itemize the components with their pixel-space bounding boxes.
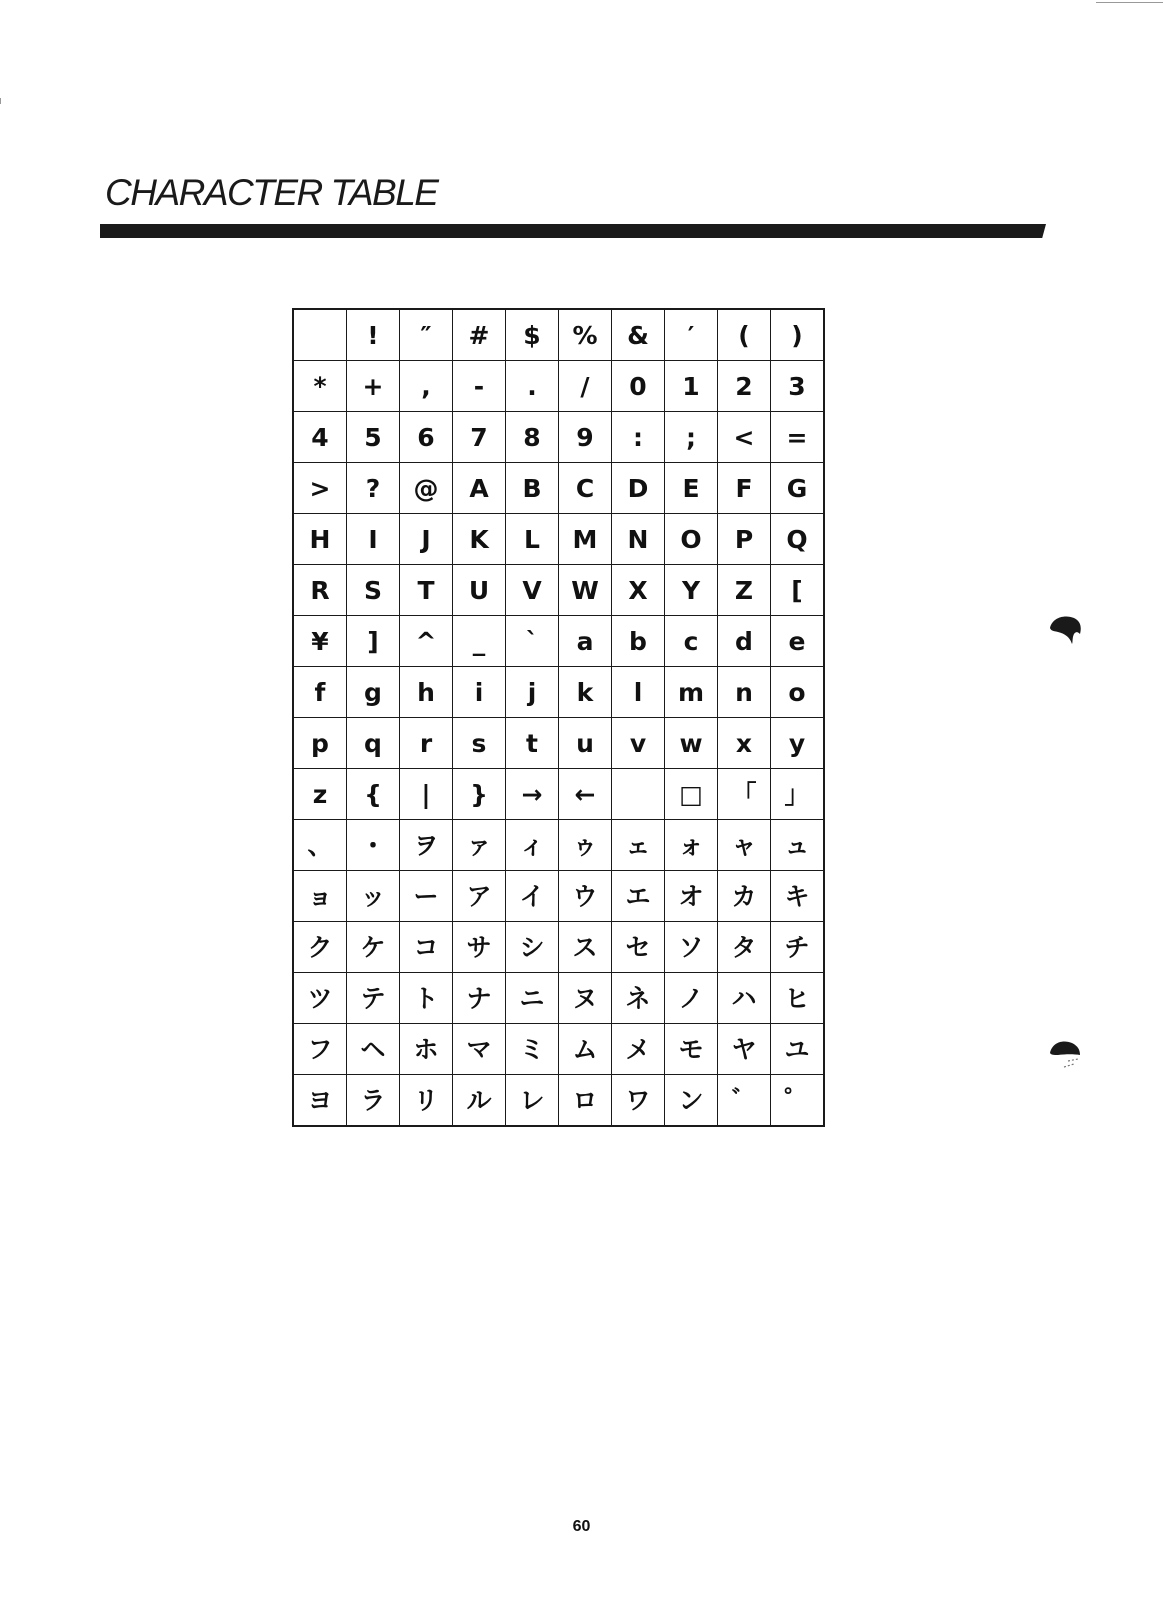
character-cell: i (453, 667, 506, 718)
character-cell: オ (665, 871, 718, 922)
character-cell: 7 (453, 412, 506, 463)
character-cell: 、 (293, 820, 347, 871)
character-table (292, 308, 825, 1127)
character-cell: N (612, 514, 665, 565)
character-cell: ャ (718, 820, 771, 871)
character-cell: ネ (612, 973, 665, 1024)
character-cell: k (559, 667, 612, 718)
character-cell: u (559, 718, 612, 769)
character-cell: W (559, 565, 612, 616)
table-row (293, 769, 824, 820)
character-cell: / (559, 361, 612, 412)
character-cell: } (453, 769, 506, 820)
character-cell: ク (293, 922, 347, 973)
table-row (293, 667, 824, 718)
character-cell: ェ (612, 820, 665, 871)
table-row (293, 514, 824, 565)
character-cell: I (347, 514, 400, 565)
character-cell: エ (612, 871, 665, 922)
character-cell: C (559, 463, 612, 514)
character-cell: O (665, 514, 718, 565)
character-cell: F (718, 463, 771, 514)
table-row (293, 820, 824, 871)
character-cell: V (506, 565, 559, 616)
character-cell: メ (612, 1024, 665, 1075)
character-cell: J (400, 514, 453, 565)
character-cell: サ (453, 922, 506, 973)
character-cell: j (506, 667, 559, 718)
character-cell: [ (771, 565, 825, 616)
character-table-body (293, 309, 824, 1126)
character-cell: n (718, 667, 771, 718)
character-cell: _ (453, 616, 506, 667)
character-cell: Z (718, 565, 771, 616)
character-cell: { (347, 769, 400, 820)
character-cell: モ (665, 1024, 718, 1075)
character-cell: & (612, 309, 665, 361)
binder-hole-mark-bottom (1046, 1033, 1086, 1073)
character-cell: B (506, 463, 559, 514)
character-cell: ヘ (347, 1024, 400, 1075)
character-cell: リ (400, 1075, 453, 1127)
character-cell: o (771, 667, 825, 718)
character-cell: 8 (506, 412, 559, 463)
character-cell: G (771, 463, 825, 514)
character-cell: ョ (293, 871, 347, 922)
character-cell: q (347, 718, 400, 769)
character-cell: コ (400, 922, 453, 973)
character-cell: 2 (718, 361, 771, 412)
character-cell: ー (400, 871, 453, 922)
character-cell: ; (665, 412, 718, 463)
character-cell: 1 (665, 361, 718, 412)
table-row (293, 616, 824, 667)
table-row (293, 1024, 824, 1075)
character-cell: % (559, 309, 612, 361)
character-cell: - (453, 361, 506, 412)
table-row (293, 361, 824, 412)
character-cell: g (347, 667, 400, 718)
character-cell: ニ (506, 973, 559, 1024)
character-cell: 0 (612, 361, 665, 412)
character-cell: ヨ (293, 1075, 347, 1127)
character-cell: ? (347, 463, 400, 514)
character-cell: y (771, 718, 825, 769)
character-cell: , (400, 361, 453, 412)
character-cell: 4 (293, 412, 347, 463)
character-cell: | (400, 769, 453, 820)
character-cell: ュ (771, 820, 825, 871)
character-cell: イ (506, 871, 559, 922)
binder-hole-mark-top (1046, 612, 1086, 648)
character-cell: M (559, 514, 612, 565)
character-cell: ス (559, 922, 612, 973)
character-cell: ン (665, 1075, 718, 1127)
character-cell: # (453, 309, 506, 361)
character-cell: ロ (559, 1075, 612, 1127)
character-cell: ^ (400, 616, 453, 667)
character-cell: ! (347, 309, 400, 361)
character-cell (293, 309, 347, 361)
character-cell: シ (506, 922, 559, 973)
character-cell: ィ (506, 820, 559, 871)
character-cell: K (453, 514, 506, 565)
character-cell: Y (665, 565, 718, 616)
character-cell (612, 769, 665, 820)
character-cell: E (665, 463, 718, 514)
character-cell: ″ (400, 309, 453, 361)
page-number: 60 (572, 1518, 591, 1535)
scan-speck (1096, 2, 1163, 3)
character-cell: 9 (559, 412, 612, 463)
table-row (293, 463, 824, 514)
character-cell: s (453, 718, 506, 769)
character-cell: v (612, 718, 665, 769)
character-cell: ヒ (771, 973, 825, 1024)
character-cell: ¥ (293, 616, 347, 667)
character-cell: ツ (293, 973, 347, 1024)
character-cell: @ (400, 463, 453, 514)
character-cell: テ (347, 973, 400, 1024)
character-cell: $ (506, 309, 559, 361)
character-cell: ) (771, 309, 825, 361)
character-cell: ゜ (771, 1075, 825, 1127)
character-cell: ラ (347, 1075, 400, 1127)
character-cell: ソ (665, 922, 718, 973)
character-cell: b (612, 616, 665, 667)
character-cell: ハ (718, 973, 771, 1024)
character-cell: ← (559, 769, 612, 820)
character-cell: t (506, 718, 559, 769)
character-cell: p (293, 718, 347, 769)
character-cell: ] (347, 616, 400, 667)
character-cell: ナ (453, 973, 506, 1024)
character-cell: 6 (400, 412, 453, 463)
scan-speck (0, 98, 1, 104)
character-cell: ホ (400, 1024, 453, 1075)
page-title: CHARACTER TABLE (105, 172, 438, 213)
character-cell: X (612, 565, 665, 616)
character-cell: ヲ (400, 820, 453, 871)
character-cell: 」 (771, 769, 825, 820)
character-cell: ゛ (718, 1075, 771, 1127)
table-row (293, 718, 824, 769)
character-cell: ウ (559, 871, 612, 922)
character-cell: 5 (347, 412, 400, 463)
character-cell: ヤ (718, 1024, 771, 1075)
table-row (293, 922, 824, 973)
character-cell: T (400, 565, 453, 616)
character-cell: d (718, 616, 771, 667)
character-cell: ユ (771, 1024, 825, 1075)
character-cell: ッ (347, 871, 400, 922)
character-cell: c (665, 616, 718, 667)
character-cell: ア (453, 871, 506, 922)
character-cell: h (400, 667, 453, 718)
table-row (293, 412, 824, 463)
title-rule (100, 224, 1046, 238)
character-cell: タ (718, 922, 771, 973)
character-cell: ` (506, 616, 559, 667)
character-cell: z (293, 769, 347, 820)
table-row (293, 871, 824, 922)
character-cell: L (506, 514, 559, 565)
character-cell: ル (453, 1075, 506, 1127)
character-cell: ケ (347, 922, 400, 973)
character-cell: カ (718, 871, 771, 922)
character-cell: → (506, 769, 559, 820)
character-cell: □ (665, 769, 718, 820)
character-cell: セ (612, 922, 665, 973)
character-cell: A (453, 463, 506, 514)
character-cell: * (293, 361, 347, 412)
table-row (293, 565, 824, 616)
character-cell: < (718, 412, 771, 463)
character-cell: ・ (347, 820, 400, 871)
character-cell: f (293, 667, 347, 718)
character-cell: ム (559, 1024, 612, 1075)
table-row (293, 309, 824, 361)
character-cell: . (506, 361, 559, 412)
character-cell: 「 (718, 769, 771, 820)
character-cell: : (612, 412, 665, 463)
character-cell: ゥ (559, 820, 612, 871)
character-cell: ォ (665, 820, 718, 871)
table-row (293, 973, 824, 1024)
character-cell: ヌ (559, 973, 612, 1024)
character-cell: ノ (665, 973, 718, 1024)
character-cell: マ (453, 1024, 506, 1075)
character-cell: ′ (665, 309, 718, 361)
character-cell: チ (771, 922, 825, 973)
character-cell: a (559, 616, 612, 667)
character-cell: フ (293, 1024, 347, 1075)
character-cell: ミ (506, 1024, 559, 1075)
character-cell: m (665, 667, 718, 718)
character-cell: ァ (453, 820, 506, 871)
character-cell: D (612, 463, 665, 514)
character-cell: = (771, 412, 825, 463)
character-cell: e (771, 616, 825, 667)
character-cell: r (400, 718, 453, 769)
character-cell: + (347, 361, 400, 412)
character-cell: ト (400, 973, 453, 1024)
character-cell: x (718, 718, 771, 769)
character-cell: S (347, 565, 400, 616)
character-cell: P (718, 514, 771, 565)
character-cell: Q (771, 514, 825, 565)
character-cell: U (453, 565, 506, 616)
character-cell: w (665, 718, 718, 769)
character-cell: R (293, 565, 347, 616)
character-cell: H (293, 514, 347, 565)
character-cell: 3 (771, 361, 825, 412)
character-cell: ワ (612, 1075, 665, 1127)
character-cell: キ (771, 871, 825, 922)
character-cell: レ (506, 1075, 559, 1127)
character-cell: ( (718, 309, 771, 361)
character-cell: l (612, 667, 665, 718)
table-row (293, 1075, 824, 1127)
character-cell: > (293, 463, 347, 514)
